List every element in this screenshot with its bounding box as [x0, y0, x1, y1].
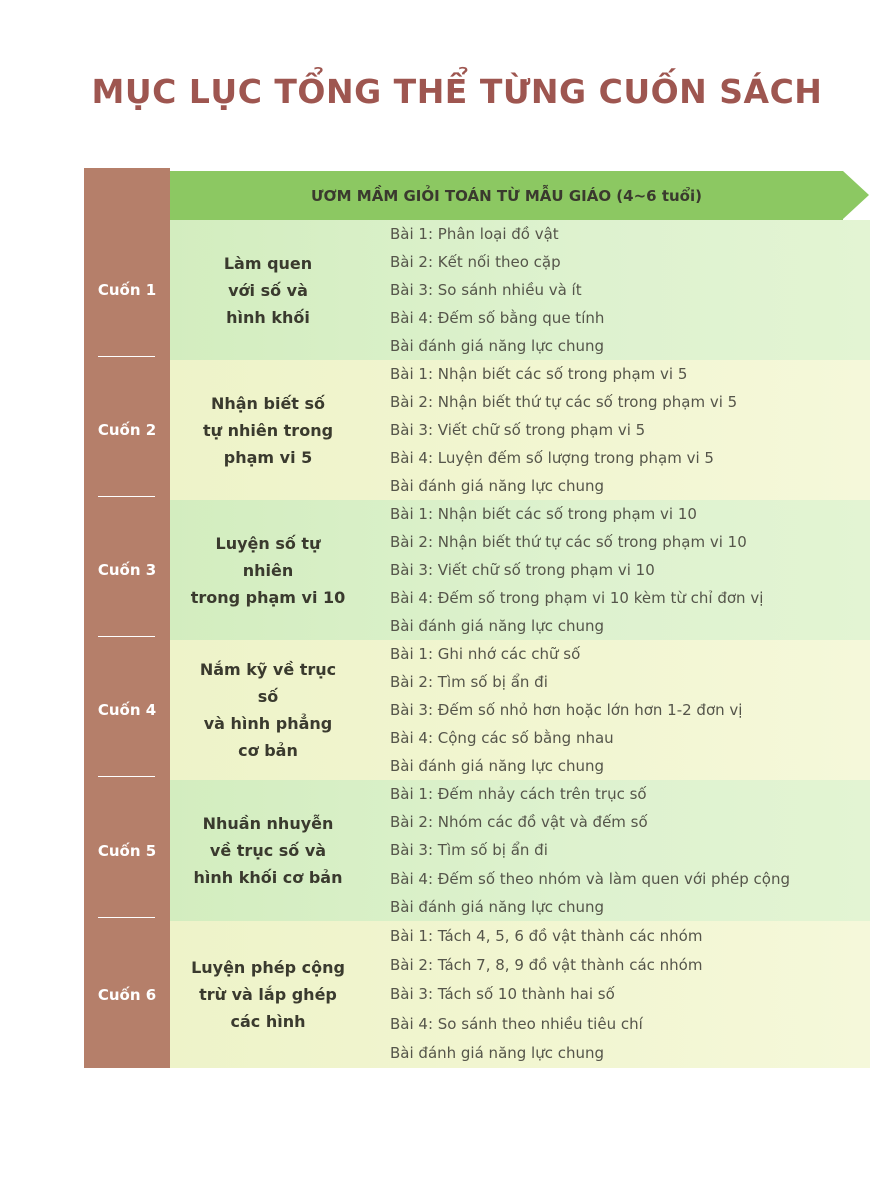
page-title: MỤC LỤC TỔNG THỂ TỪNG CUỐN SÁCH: [91, 72, 823, 111]
book-content: [170, 780, 870, 921]
lesson-item: Bài 3: Viết chữ số trong phạm vi 10: [390, 561, 655, 579]
lesson-list: [390, 500, 870, 640]
lesson-list: [390, 921, 870, 1068]
book-number: Cuốn 3: [97, 561, 157, 579]
lesson-item: Bài 2: Kết nối theo cặp: [390, 253, 561, 271]
book-content: [170, 640, 870, 780]
lesson-item: Bài đánh giá năng lực chung: [390, 477, 605, 495]
lesson-item: Bài 3: So sánh nhiều và ít: [390, 281, 582, 299]
lesson-item: Bài 2: Nhận biết thứ tự các số trong phạm vi 5: [390, 393, 738, 411]
series-arrow-icon: [843, 171, 869, 219]
book-content: [170, 921, 870, 1068]
book-title: Luyện số tự nhiên trong phạm vi 10: [190, 533, 346, 607]
book-section: [84, 360, 870, 500]
book-section: [84, 220, 870, 360]
lesson-item: Bài 1: Nhận biết các số trong phạm vi 5: [390, 365, 688, 383]
lesson-item: Bài 4: Đếm số trong phạm vi 10 kèm từ chỉ đơn vị: [390, 589, 764, 607]
book-title-cell: [170, 360, 366, 500]
book-title-cell: [170, 500, 366, 640]
section-divider: [98, 636, 155, 637]
lesson-item: Bài 1: Đếm nhảy cách trên trục số: [390, 785, 647, 804]
lesson-item: Bài 3: Tìm số bị ẩn đi: [390, 841, 548, 860]
lesson-item: Bài 1: Phân loại đồ vật: [390, 225, 559, 243]
book-title: Làm quen với số và hình khối: [223, 253, 313, 327]
lesson-item: Bài 3: Đếm số nhỏ hơn hoặc lớn hơn 1-2 đơn vị: [390, 701, 743, 719]
lesson-item: Bài 4: Luyện đếm số lượng trong phạm vi 5: [390, 449, 714, 467]
book-number: Cuốn 4: [97, 701, 157, 719]
section-divider: [98, 496, 155, 497]
book-number: Cuốn 6: [97, 985, 157, 1004]
section-divider: [98, 917, 155, 918]
lesson-item: Bài 4: Đếm số theo nhóm và làm quen với phép cộng: [390, 869, 791, 888]
section-divider: [98, 356, 155, 357]
lesson-item: Bài 2: Nhận biết thứ tự các số trong phạm vi 10: [390, 533, 747, 551]
book-number: Cuốn 2: [97, 421, 157, 439]
series-title: ƯƠM MẦM GIỎI TOÁN TỪ MẪU GIÁO (4~6 tuổi): [170, 171, 843, 220]
book-title-cell: [170, 220, 366, 360]
book-title: Nhận biết số tự nhiên trong phạm vi 5: [202, 393, 334, 467]
lesson-item: Bài đánh giá năng lực chung: [390, 757, 605, 775]
book-section: [84, 640, 870, 780]
book-section: [84, 500, 870, 640]
lesson-list: [390, 220, 870, 360]
lesson-item: Bài 3: Tách số 10 thành hai số: [390, 985, 615, 1004]
section-divider: [98, 776, 155, 777]
lesson-item: Bài 1: Tách 4, 5, 6 đồ vật thành các nhóm: [390, 926, 703, 945]
lesson-item: Bài 4: So sánh theo nhiều tiêu chí: [390, 1014, 643, 1033]
lesson-item: Bài 4: Đếm số bằng que tính: [390, 309, 605, 327]
book-section: [84, 921, 870, 1068]
book-number: Cuốn 5: [97, 841, 157, 860]
book-section: [84, 780, 870, 921]
lesson-item: Bài 1: Ghi nhớ các chữ số: [390, 645, 581, 663]
book-title-cell: [170, 780, 366, 921]
lesson-item: Bài 1: Nhận biết các số trong phạm vi 10: [390, 505, 697, 523]
lesson-item: Bài đánh giá năng lực chung: [390, 337, 605, 355]
book-content: [170, 220, 870, 360]
lesson-item: Bài đánh giá năng lực chung: [390, 897, 605, 916]
lesson-item: Bài 2: Tách 7, 8, 9 đồ vật thành các nhóm: [390, 956, 703, 975]
lesson-item: Bài 2: Tìm số bị ẩn đi: [390, 673, 548, 691]
lesson-item: Bài 3: Viết chữ số trong phạm vi 5: [390, 421, 646, 439]
book-title: Nhuần nhuyễn về trục số và hình khối cơ bản: [193, 814, 343, 887]
book-title: Nắm kỹ về trục số và hình phẳng cơ bản: [199, 660, 337, 760]
book-title: Luyện phép cộng trừ và lắp ghép các hình: [191, 958, 345, 1031]
book-content: [170, 500, 870, 640]
lesson-item: Bài đánh giá năng lực chung: [390, 1044, 605, 1063]
lesson-list: [390, 640, 870, 780]
book-title-cell: [170, 640, 366, 780]
lesson-list: [390, 360, 870, 500]
book-content: [170, 360, 870, 500]
lesson-item: Bài đánh giá năng lực chung: [390, 617, 605, 635]
book-title-cell: [170, 921, 366, 1068]
lesson-item: Bài 4: Cộng các số bằng nhau: [390, 729, 614, 747]
lesson-list: [390, 780, 870, 921]
book-number: Cuốn 1: [97, 281, 157, 299]
lesson-item: Bài 2: Nhóm các đồ vật và đếm số: [390, 813, 648, 832]
